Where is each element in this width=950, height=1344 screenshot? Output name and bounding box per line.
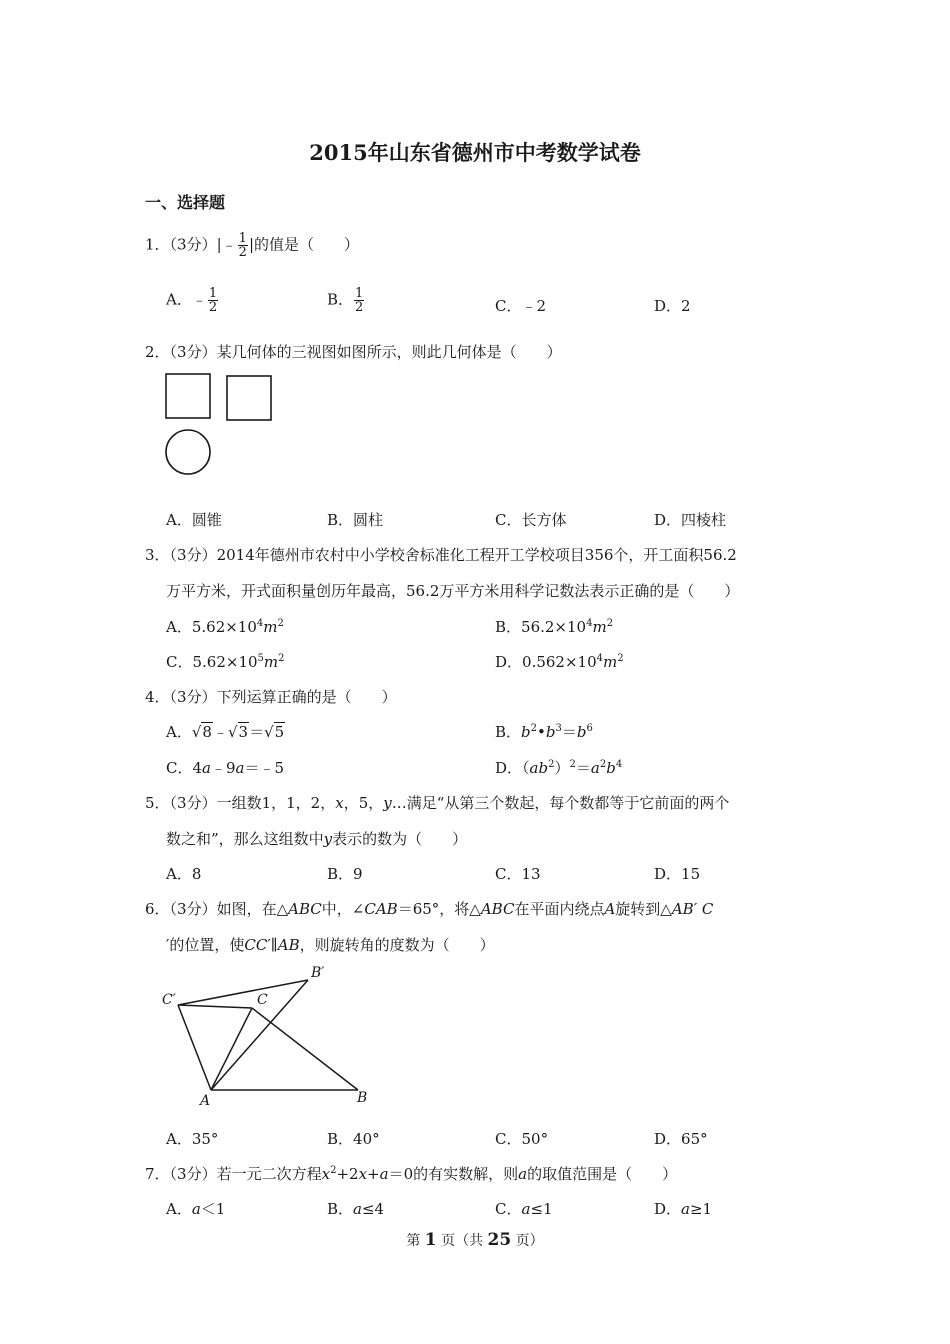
question-7 <box>145 1163 677 1184</box>
exponent: 4 <box>256 618 264 629</box>
question-1 <box>145 232 359 259</box>
option-text: D．0.562×10 <box>495 653 597 671</box>
variable: ABC <box>288 900 322 918</box>
exponent: 2 <box>548 759 555 770</box>
exponent: 2 <box>599 759 607 770</box>
option-a: A．35° <box>166 1130 219 1148</box>
stem-text: 旋转到△ <box>615 900 672 918</box>
question-score: （3分） <box>169 1165 217 1183</box>
option-a <box>166 287 219 314</box>
option-text: B．56.2×10 <box>495 618 587 636</box>
option-d: D．65° <box>654 1130 708 1148</box>
variable: b <box>606 759 616 777</box>
question-score: （3分） <box>169 794 217 812</box>
dot-operator: • <box>537 723 546 741</box>
segment-c-a <box>211 1008 252 1090</box>
exponent: 6 <box>586 723 593 734</box>
stem-text: ，则旋转角的度数为（ ） <box>299 936 495 954</box>
stem-text: …满足“从第三个数起，每个数都等于它前面的两个 <box>391 794 730 812</box>
question-3 <box>145 544 737 565</box>
option-a: A．√8﹣√3＝√5 <box>166 723 285 741</box>
fraction <box>354 287 364 314</box>
option-label: D． <box>495 759 523 777</box>
option-c <box>166 651 285 672</box>
variable: m <box>263 618 278 636</box>
label-b-prime: B′ <box>311 965 325 981</box>
option-label: D． <box>654 1200 682 1218</box>
option-c: C．﹣2 <box>495 297 547 315</box>
denominator: 2 <box>208 300 218 315</box>
exponent: 4 <box>586 618 593 629</box>
variable: a <box>379 1165 389 1183</box>
radicand: 3 <box>238 723 249 741</box>
option-d: D．2 <box>654 297 691 315</box>
option-label: A． <box>166 1200 192 1218</box>
stem-text: ＝0的有实数解，则 <box>388 1165 519 1183</box>
exponent: 2 <box>606 618 614 629</box>
stem-text: 中，∠ <box>321 900 365 918</box>
footer-text: 页） <box>515 1233 544 1249</box>
question-score: （3分） <box>169 688 217 706</box>
option-label: C． <box>495 1200 522 1218</box>
option-b: B．9 <box>327 865 363 883</box>
section-heading: 一、选择题 <box>145 193 226 212</box>
question-number: 3． <box>145 546 170 564</box>
variable: m <box>592 618 607 636</box>
stem-text: 若一元二次方程 <box>216 1165 322 1183</box>
option-c: C．50° <box>495 1130 549 1148</box>
option-c: C．13 <box>495 865 541 883</box>
variable: CC′ <box>244 936 271 954</box>
page-footer <box>0 1230 950 1250</box>
equals-sign: ＝ <box>249 723 265 741</box>
stem-text: + <box>367 1165 380 1183</box>
fraction <box>208 287 218 314</box>
exponent: 2 <box>277 618 284 629</box>
option-label: A． <box>166 723 192 741</box>
exponent: 4 <box>615 759 623 770</box>
option-a: A．8 <box>166 865 202 883</box>
relation: ≤4 <box>361 1200 385 1218</box>
question-4 <box>145 686 397 707</box>
option-label: B． <box>327 1200 354 1218</box>
equals-sign: ＝ <box>561 723 577 741</box>
abs-bar: | <box>248 235 255 254</box>
result: ＝﹣5 <box>244 759 285 777</box>
label-b: B <box>357 1090 368 1106</box>
stem-text: 如图，在△ <box>216 900 289 918</box>
option-c <box>166 757 284 778</box>
exponent: 2 <box>330 1165 337 1176</box>
stem-text: 在平面内绕点 <box>514 900 605 918</box>
paren: （ <box>522 759 530 777</box>
parallel-sign: ∥ <box>270 936 278 954</box>
option-label: B． <box>495 723 522 741</box>
exponent: 3 <box>555 723 562 734</box>
exponent: 5 <box>257 653 264 664</box>
variable: x <box>335 794 344 812</box>
question-stem: 的值是（ ） <box>254 235 360 254</box>
paren: ） <box>554 759 570 777</box>
variable: y <box>383 794 392 812</box>
three-view-figure <box>160 368 280 480</box>
stem-text: +2 <box>336 1165 359 1183</box>
page-title: 2015年山东省德州市中考数学试卷 <box>309 140 641 165</box>
option-b: B．圆柱 <box>327 511 384 529</box>
variable: a <box>590 759 600 777</box>
variable: a <box>681 1200 690 1218</box>
numerator: 1 <box>238 231 247 246</box>
variable: A <box>604 900 616 918</box>
stem-text: ，5， <box>343 794 384 812</box>
variable: C <box>701 900 714 918</box>
variable: m <box>263 653 279 671</box>
variable: a <box>235 759 245 777</box>
question-number: 1． <box>145 235 170 254</box>
minus-sign: ﹣ <box>212 723 228 741</box>
option-text: A．5.62×10 <box>166 618 257 636</box>
stem-text: ＝65°，将△ <box>397 900 481 918</box>
variable: AB <box>277 936 300 954</box>
option-text: C．5.62×10 <box>166 653 258 671</box>
question-5-continued <box>166 828 467 849</box>
denominator: 2 <box>355 300 364 315</box>
label-c-prime: C′ <box>162 992 176 1008</box>
numerator: 1 <box>355 286 364 301</box>
stem-text: 表示的数为（ ） <box>332 830 468 848</box>
question-number: 7． <box>145 1165 170 1183</box>
top-view-circle <box>166 430 210 474</box>
label-a: A <box>200 1093 211 1109</box>
option-label: C． <box>166 759 193 777</box>
variable: a <box>191 1200 201 1218</box>
variable: x <box>321 1165 331 1183</box>
option-b <box>327 287 365 314</box>
option-d <box>495 757 622 778</box>
page-total: 25 <box>487 1230 512 1250</box>
option-c: C．长方体 <box>495 511 567 529</box>
exponent: 2 <box>278 653 285 664</box>
abs-bar: | <box>216 235 222 254</box>
question-score: （3分） <box>169 235 217 254</box>
variable: b <box>545 723 556 741</box>
variable: a <box>202 759 211 777</box>
variable: AB′ <box>671 900 698 918</box>
rotation-figure <box>155 960 385 1110</box>
option-b <box>327 1198 384 1219</box>
stem-text: 的取值范围是（ ） <box>527 1165 678 1183</box>
variable: b <box>521 723 531 741</box>
option-d: D．四棱柱 <box>654 511 727 529</box>
option-d <box>654 1198 712 1219</box>
segment-c-b <box>252 1008 358 1090</box>
variable: a <box>521 1200 531 1218</box>
exponent: 2 <box>617 653 624 664</box>
question-number: 6． <box>145 900 170 918</box>
option-label: A． <box>166 290 192 309</box>
question-stem: 2014年德州市农村中小学校舍标准化工程开工学校项目356个，开工面积56.2 <box>216 546 737 564</box>
variable: a <box>353 1200 362 1218</box>
variable: ab <box>529 759 549 777</box>
question-number: 4． <box>145 688 170 706</box>
radicand: 8 <box>202 723 212 741</box>
footer-text: 第 <box>406 1233 421 1249</box>
stem-text: 一组数1，1，2， <box>216 794 336 812</box>
option-a: A．圆锥 <box>166 511 222 529</box>
question-score: （3分） <box>169 546 217 564</box>
question-stem: 下列运算正确的是（ ） <box>216 688 397 706</box>
question-5 <box>145 792 729 813</box>
side-view-square <box>227 376 271 420</box>
minus-sign: ﹣ <box>191 290 207 309</box>
radicand: 5 <box>274 723 285 741</box>
relation: ＜1 <box>200 1200 226 1218</box>
footer-text: 页（共 <box>441 1233 484 1249</box>
option-c <box>495 1198 553 1219</box>
exponent: 2 <box>569 759 576 770</box>
label-c: C <box>257 992 268 1008</box>
variable: CAB <box>364 900 398 918</box>
stem-text: ′的位置，使 <box>166 936 245 954</box>
variable: y <box>323 830 333 848</box>
option-a <box>166 616 284 637</box>
question-number: 5． <box>145 794 170 812</box>
segment-cp-a <box>178 1005 211 1090</box>
coefficient: ﹣9 <box>210 759 236 777</box>
front-view-square <box>166 374 210 418</box>
option-a <box>166 1198 225 1219</box>
question-score: （3分） <box>169 900 217 918</box>
option-d <box>495 651 624 672</box>
question-6 <box>145 898 713 919</box>
option-b <box>495 616 613 637</box>
option-b: B．40° <box>327 1130 380 1148</box>
minus-sign: ﹣ <box>221 235 237 254</box>
variable: a <box>518 1165 528 1183</box>
stem-text: 数之和”，那么这组数中 <box>166 830 324 848</box>
option-d: D．15 <box>654 865 701 883</box>
exponent: 2 <box>530 723 538 734</box>
equals-sign: ＝ <box>575 759 591 777</box>
segment-cp-c <box>178 1005 252 1008</box>
option-b <box>495 721 593 742</box>
numerator: 1 <box>208 286 218 301</box>
question-6-continued <box>166 934 495 955</box>
exponent: 4 <box>596 653 603 664</box>
question-2 <box>145 341 562 362</box>
option-label: B． <box>327 290 354 309</box>
variable: m <box>603 653 618 671</box>
relation: ≥1 <box>689 1200 713 1218</box>
question-score: （3分） <box>169 343 217 361</box>
denominator: 2 <box>238 245 247 260</box>
variable: b <box>576 723 587 741</box>
variable: x <box>358 1165 368 1183</box>
fraction <box>238 232 248 259</box>
coefficient: 4 <box>192 759 203 777</box>
page-number: 1 <box>424 1230 437 1250</box>
question-3-continued: 万平方米，开式面积量创历年最高，56.2万平方米用科学记数法表示正确的是（ ） <box>166 582 740 600</box>
question-stem: 某几何体的三视图如图所示，则此几何体是（ ） <box>216 343 562 361</box>
relation: ≤1 <box>530 1200 553 1218</box>
question-number: 2． <box>145 343 170 361</box>
variable: ABC <box>480 900 515 918</box>
